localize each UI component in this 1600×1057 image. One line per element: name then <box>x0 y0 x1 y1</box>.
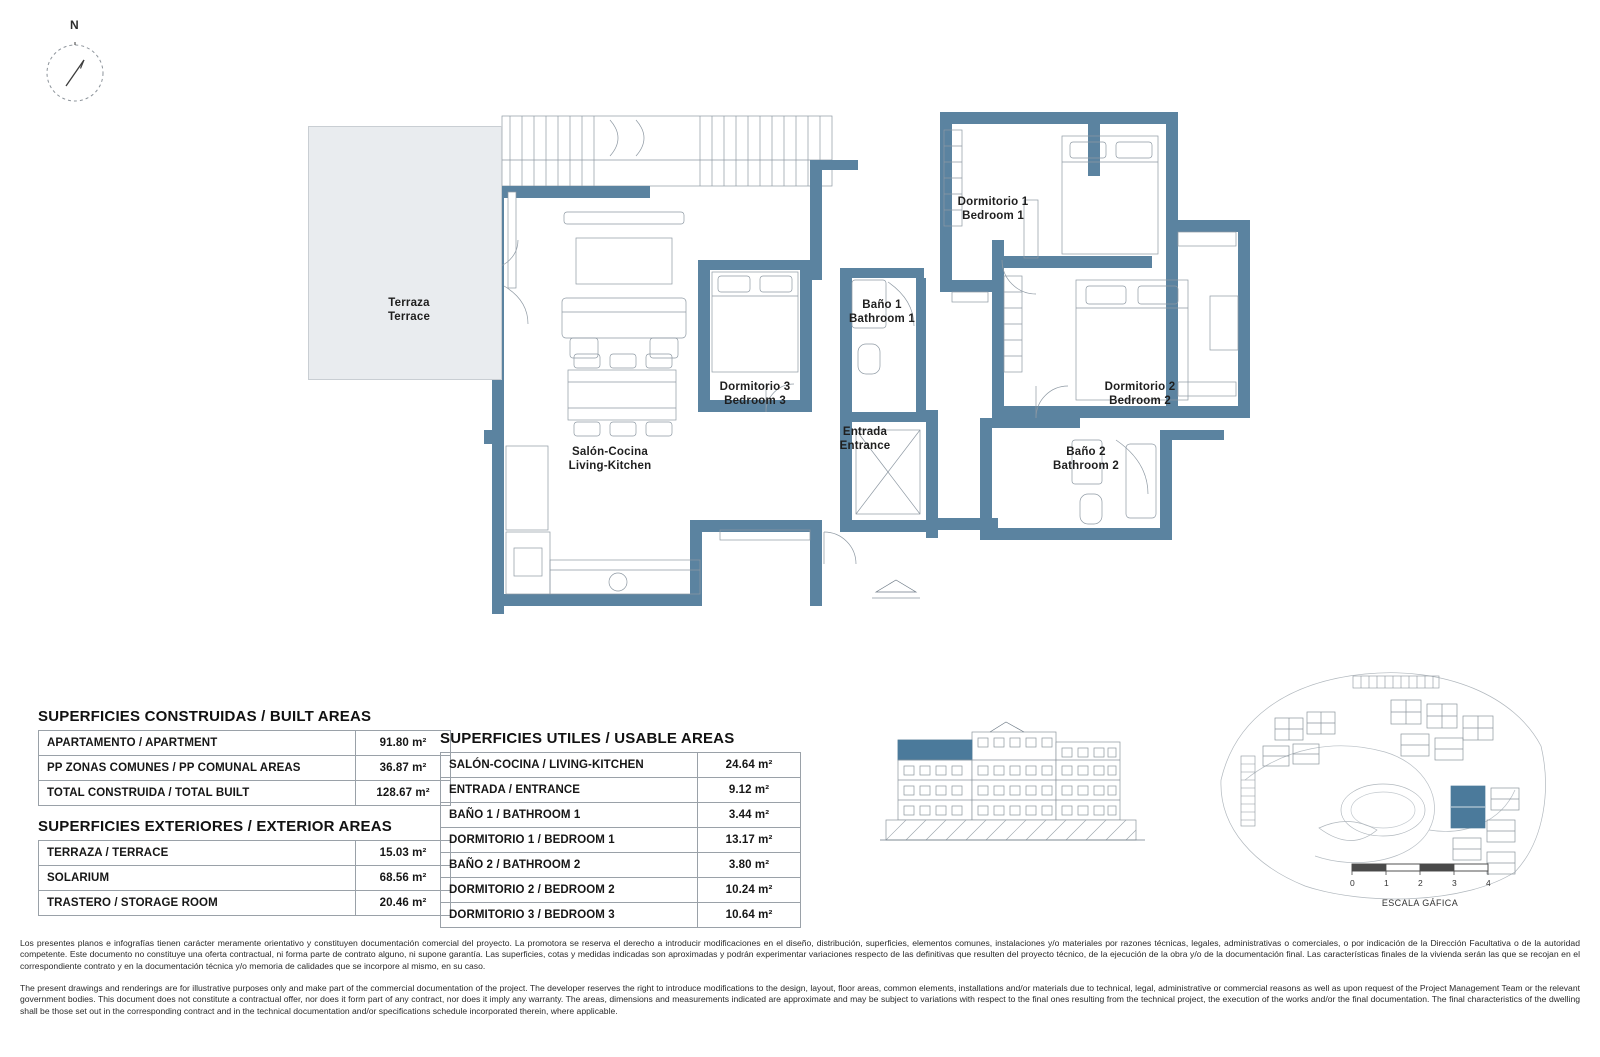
exterior-row-2-value: 20.46 m² <box>356 891 451 916</box>
usable-row-3-name: DORMITORIO 1 / BEDROOM 1 <box>441 828 698 853</box>
table-row <box>39 891 451 916</box>
table-row <box>441 828 801 853</box>
usable-row-1-value: 9.12 m² <box>698 778 801 803</box>
table-row <box>441 778 801 803</box>
scale-tick-2: 2 <box>1418 878 1423 888</box>
exterior-row-2-name: TRASTERO / STORAGE ROOM <box>39 891 356 916</box>
compass-north-label: N <box>70 18 79 32</box>
building-elevation-thumbnail <box>880 712 1145 862</box>
built-row-0-value: 91.80 m² <box>356 731 451 756</box>
usable-row-3-value: 13.17 m² <box>698 828 801 853</box>
usable-row-4-value: 3.80 m² <box>698 853 801 878</box>
room-label-bathroom-1: Baño 1 Bathroom 1 <box>849 299 915 326</box>
exterior-areas-block <box>38 818 451 916</box>
scale-tick-4: 4 <box>1486 878 1491 888</box>
table-row <box>39 756 451 781</box>
usable-row-6-value: 10.64 m² <box>698 903 801 928</box>
scale-caption: ESCALA GÁFICA <box>1381 898 1459 908</box>
usable-row-0-name: SALÓN-COCINA / LIVING-KITCHEN <box>441 753 698 778</box>
usable-row-5-value: 10.24 m² <box>698 878 801 903</box>
room-label-living-kitchen: Salón-Cocina Living-Kitchen <box>568 446 652 473</box>
table-row <box>39 866 451 891</box>
built-row-1-name: PP ZONAS COMUNES / PP COMUNAL AREAS <box>39 756 356 781</box>
built-areas-title: SUPERFICIES CONSTRUIDAS / BUILT AREAS <box>38 708 372 725</box>
room-label-entrance: Entrada Entrance <box>839 426 891 453</box>
usable-row-2-name: BAÑO 1 / BATHROOM 1 <box>441 803 698 828</box>
usable-row-1-name: ENTRADA / ENTRANCE <box>441 778 698 803</box>
exterior-row-0-value: 15.03 m² <box>356 841 451 866</box>
built-row-2-name: TOTAL CONSTRUIDA / TOTAL BUILT <box>39 781 356 806</box>
room-label-terrace: Terraza Terrace <box>387 297 431 324</box>
scale-tick-3: 3 <box>1452 878 1457 888</box>
legal-disclaimer-es: Los presentes planos e infografías tienen carácter meramente orientativo y constituyen documentación comercial del proyecto. La promotora se reserva el derecho a introducir modificaciones en el diseño, distribución, superficies, elementos comunes, instalaciones y/o materiales por razones técnicas, legales, administrativas o comerciales, o por indicación de la Dirección Facultativa o de la autoridad competente. Este documento no constituye una oferta contractual, ni forma parte de contrato alguno, ni supone garantía. Las superficies, cotas y medidas indicadas son aproximadas y podrán experimentar variaciones respecto de las definitivas que resulten del proyecto técnico, de la ejecución de la obra y/o de la documentación final. Las características finales de la vivienda serán las que se recojan en el correspondiente contrato y en la documentación técnica y/o memoria de calidades que se incorpore al mismo, en su caso. <box>20 938 1580 971</box>
exterior-row-1-name: SOLARIUM <box>39 866 356 891</box>
table-row <box>39 781 451 806</box>
table-row <box>441 878 801 903</box>
room-label-bedroom-3: Dormitorio 3 Bedroom 3 <box>719 381 791 408</box>
built-row-2-value: 128.67 m² <box>356 781 451 806</box>
legal-disclaimer-en: The present drawings and renderings are for illustrative purposes only and make part of the commercial documentation of the project. The developer reserves the right to introduce modifications to the design, layout, floor areas, common elements, installations and/or materials due to technical, legal, administrative or commercial reasons as well as upon request of the Project Management Team or the relevant government bodies. This document does not constitute a contractual offer, nor does it form part of any contract, nor does it imply any warranty. The areas, dimensions and measurements indicated are approximate and may be subject to variations with respect to the final ones resulting from the technical project, the execution of the works and/or the final documentation. The final characteristics of the dwelling shall be those set out in the corresponding contract and in the technical documentation and/or specifications schedule incorporated therein, where applicable. <box>20 983 1580 1016</box>
table-row <box>441 753 801 778</box>
scale-tick-0: 0 <box>1350 878 1355 888</box>
usable-row-5-name: DORMITORIO 2 / BEDROOM 2 <box>441 878 698 903</box>
north-compass <box>30 18 120 108</box>
table-row <box>441 803 801 828</box>
room-label-bedroom-1: Dormitorio 1 Bedroom 1 <box>957 196 1029 223</box>
usable-areas-block <box>440 730 801 928</box>
table-row <box>39 841 451 866</box>
usable-row-2-value: 3.44 m² <box>698 803 801 828</box>
room-label-bedroom-2: Dormitorio 2 Bedroom 2 <box>1104 381 1176 408</box>
usable-row-6-name: DORMITORIO 3 / BEDROOM 3 <box>441 903 698 928</box>
table-row <box>441 903 801 928</box>
usable-areas-title: SUPERFICIES UTILES / USABLE AREAS <box>440 730 735 747</box>
terrace-area-fill <box>308 126 502 380</box>
built-row-0-name: APARTAMENTO / APARTMENT <box>39 731 356 756</box>
graphic-scale <box>1350 862 1530 908</box>
usable-row-4-name: BAÑO 2 / BATHROOM 2 <box>441 853 698 878</box>
table-row <box>441 853 801 878</box>
exterior-areas-title: SUPERFICIES EXTERIORES / EXTERIOR AREAS <box>38 818 392 835</box>
built-row-1-value: 36.87 m² <box>356 756 451 781</box>
exterior-row-0-name: TERRAZA / TERRACE <box>39 841 356 866</box>
built-areas-table <box>38 730 451 806</box>
apartment-floor-plan <box>280 100 1290 640</box>
scale-tick-1: 1 <box>1384 878 1389 888</box>
table-row <box>39 731 451 756</box>
built-areas-block <box>38 708 451 806</box>
room-label-bathroom-2: Baño 2 Bathroom 2 <box>1053 446 1119 473</box>
usable-row-0-value: 24.64 m² <box>698 753 801 778</box>
exterior-areas-table <box>38 840 451 916</box>
exterior-row-1-value: 68.56 m² <box>356 866 451 891</box>
usable-areas-table <box>440 752 801 928</box>
